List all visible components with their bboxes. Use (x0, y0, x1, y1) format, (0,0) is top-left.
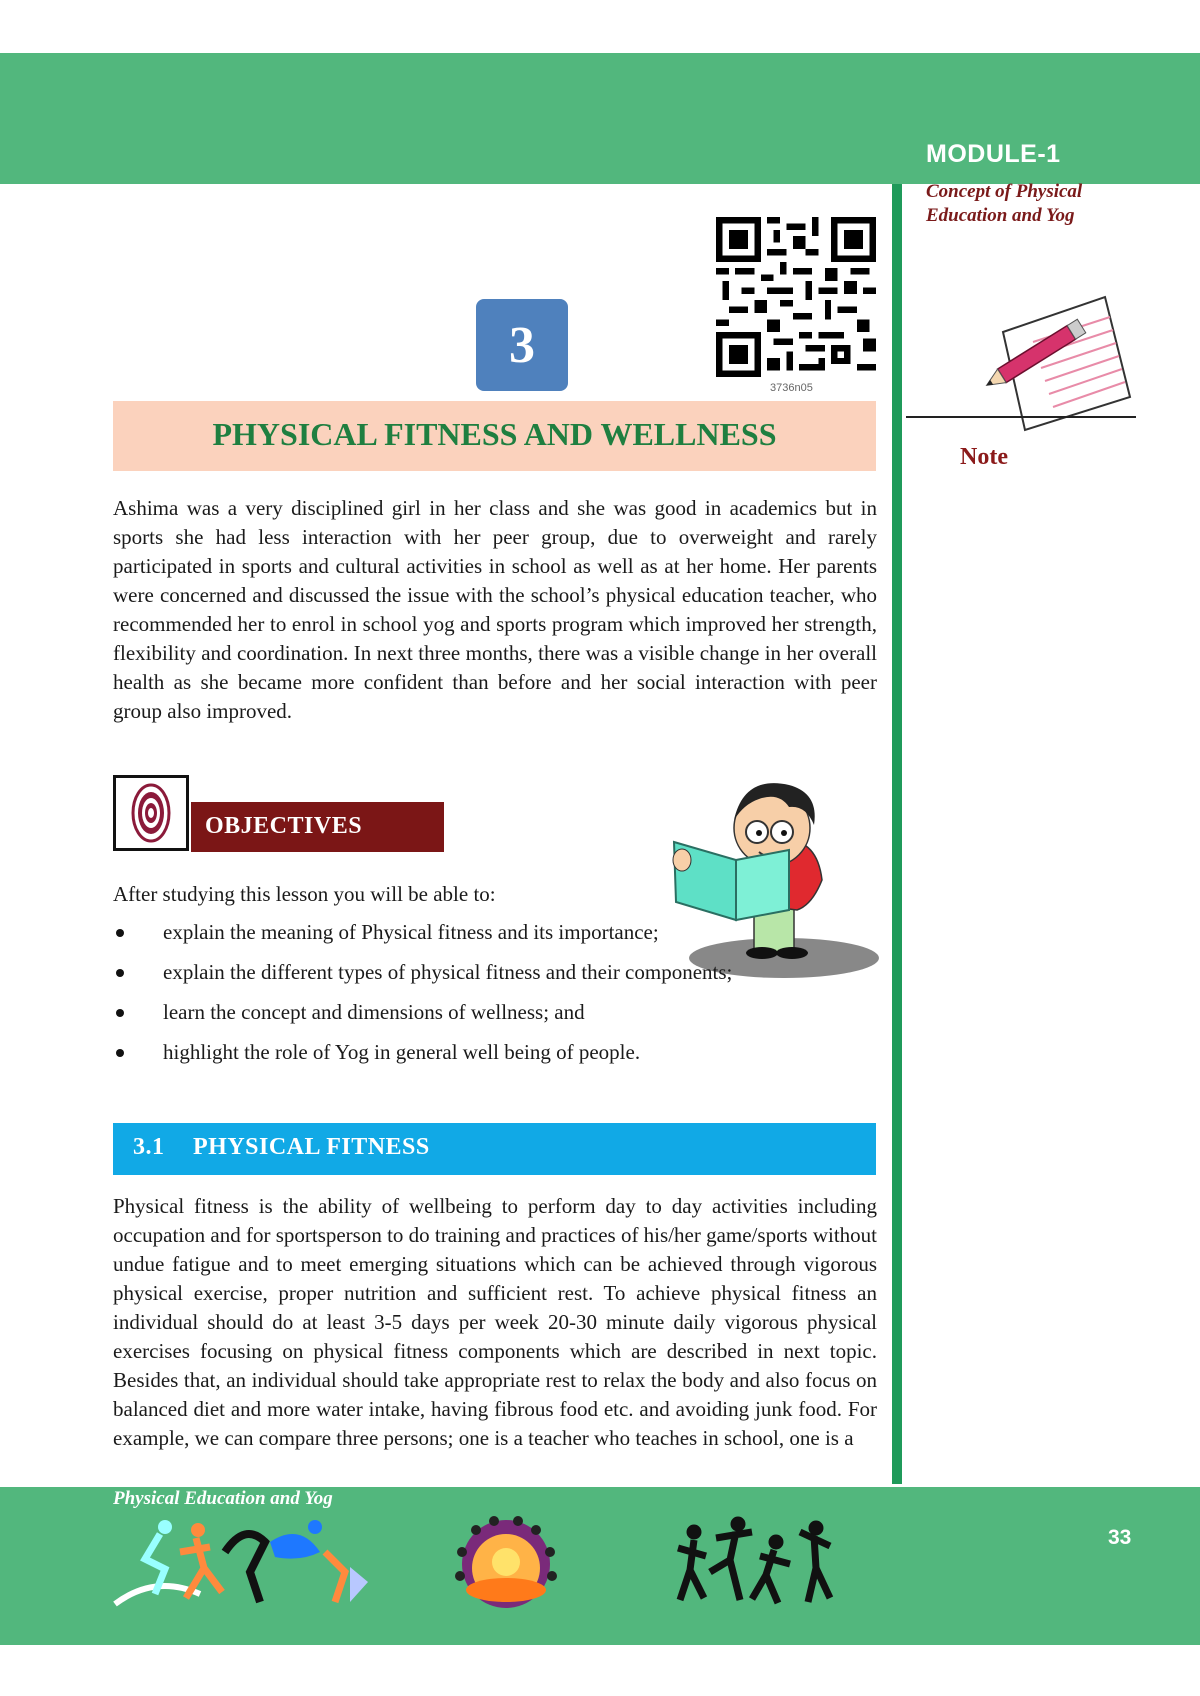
section-number: 3.1 (133, 1134, 165, 1160)
qr-code[interactable] (716, 217, 876, 377)
intro-paragraph: Ashima was a very disciplined girl in her class and she was good in academics but in sports she had less interaction with her peer group, due to overweight and rarely participated in sports and cultural activities in school as well as at her home. Her parents were concerned and discussed the issue with the school’s physical education teacher, who recommended her to enrol in school yog and sports program which improved her strength, flexibility and coordination. In next three months, there was a visible change in her overall health as she became more confident than before and her social interaction with peer group also improved. (113, 496, 877, 723)
objective-item: highlight the role of Yog in general well being of people. (113, 1038, 883, 1067)
objectives-heading-bar (191, 802, 444, 852)
objective-item: explain the meaning of Physical fitness and its importance; (113, 918, 775, 947)
objectives-intro: After studying this lesson you will be able to: (113, 882, 496, 906)
sports-collage-illustration (110, 1512, 370, 1612)
target-icon (113, 775, 189, 851)
module-subtitle (926, 180, 1082, 228)
qr-caption: 3736n05 (770, 382, 813, 394)
chapter-number: 3 (476, 299, 568, 391)
sun-emblem-illustration (446, 1512, 566, 1612)
note-pencil-icon (985, 292, 1135, 432)
objectives-heading: OBJECTIVES (205, 813, 363, 839)
section-heading-bar (113, 1123, 876, 1175)
section-title: PHYSICAL FITNESS (193, 1134, 430, 1160)
module-subtitle-line1: Concept of Physical (926, 181, 1083, 202)
section-paragraph: Physical fitness is the ability of wellbeing to perform day to day activities including occupation and for sportsperson to do training and practices of his/her game/sports without undue fatigue and to meet emerging situations which can be achieved through vigorous physical exercise, proper nutrition and sufficient rest. To achieve physical fitness an individual should do at least 3-5 days per week 20-30 minute daily vigorous physical exercises focusing on physical fitness components which are described in next topic. Besides that, an individual should take appropriate rest to relax the body and also focus on balanced diet and more water intake, having fibrous food etc. and avoiding junk food. For example, we can compare three persons; one is a teacher who teaches in school, one is a (113, 1194, 877, 1450)
objective-item: learn the concept and dimensions of wellness; and (113, 998, 883, 1027)
note-label: Note (960, 444, 1008, 470)
margin-rule (892, 184, 902, 1484)
athletes-silhouettes-illustration (676, 1512, 836, 1612)
module-label: MODULE-1 (926, 140, 1061, 168)
note-rule (906, 416, 1136, 418)
objective-item: explain the different types of physical fitness and their components; (113, 958, 883, 987)
section-heading (133, 1134, 430, 1161)
page-number: 33 (1108, 1526, 1132, 1549)
footer-title: Physical Education and Yog (113, 1488, 333, 1509)
chapter-title-bar (113, 401, 876, 471)
chapter-title: PHYSICAL FITNESS AND WELLNESS (212, 416, 777, 452)
module-subtitle-line2: Education and Yog (926, 205, 1075, 226)
objectives-list (113, 918, 883, 1078)
